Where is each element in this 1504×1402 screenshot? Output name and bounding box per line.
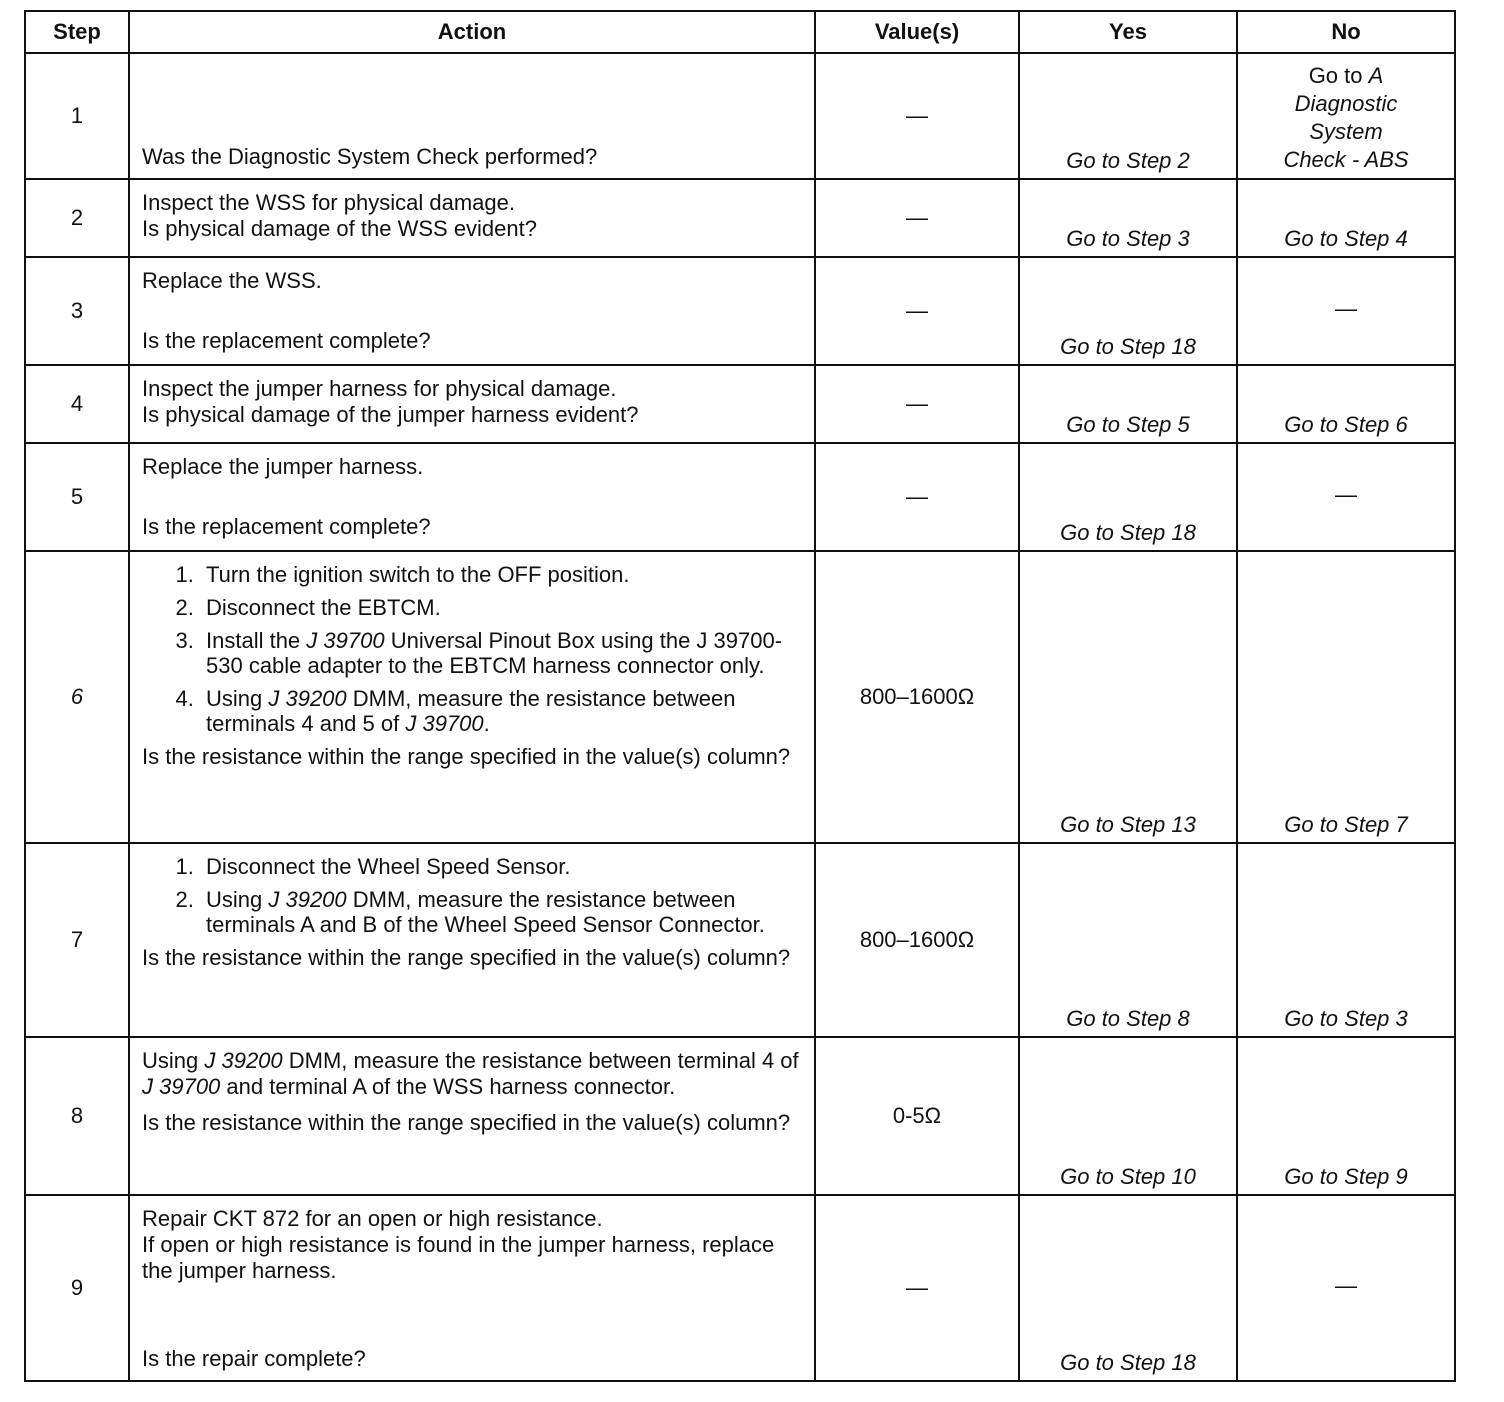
no-cell [1237, 53, 1455, 179]
yes-cell: Go to Step 10 [1019, 1037, 1237, 1195]
tool-reference: J 39700 [306, 628, 385, 653]
tool-reference: J 39700 [405, 711, 484, 736]
step-number: 8 [25, 1037, 129, 1195]
step-number: 2 [25, 179, 129, 257]
table-row [25, 257, 1455, 365]
table-row [25, 551, 1455, 843]
value-cell: — [815, 257, 1019, 365]
procedure-item: 2. Disconnect the EBTCM. [200, 595, 804, 620]
no-text: Go to [1308, 63, 1369, 88]
action-cell [129, 551, 815, 843]
procedure-text: DMM, measure the resistance between terminals 4 and 5 of [206, 686, 736, 736]
header-no: No [1237, 11, 1455, 53]
procedure-text: Install the [206, 628, 307, 653]
action-text-part: and terminal A of the WSS harness connector. [220, 1074, 676, 1099]
action-question: Was the Diagnostic System Check performed? [142, 144, 598, 169]
procedure-item [200, 628, 804, 678]
action-text: Repair CKT 872 for an open or high resistance. [142, 1206, 603, 1231]
action-question: Is the replacement complete? [142, 328, 431, 353]
step-number: 3 [25, 257, 129, 365]
action-text: Replace the jumper harness. [142, 454, 424, 479]
no-cell: — [1237, 1195, 1455, 1381]
action-text: Inspect the WSS for physical damage. [142, 190, 515, 215]
yes-cell: Go to Step 18 [1019, 257, 1237, 365]
action-cell [129, 53, 815, 179]
no-cell: Go to Step 7 [1237, 551, 1455, 843]
tool-reference: J 39700 [142, 1074, 221, 1099]
value-cell: 0-5Ω [815, 1037, 1019, 1195]
tool-reference: J 39200 [268, 686, 347, 711]
action-question: Is the resistance within the range specified in the value(s) column? [142, 1110, 791, 1135]
tool-reference: J 39200 [204, 1048, 283, 1073]
no-cell: — [1237, 443, 1455, 551]
no-cell: — [1237, 257, 1455, 365]
no-text: Check - ABS [1283, 147, 1409, 172]
step-number: 9 [25, 1195, 129, 1381]
procedure-item [200, 887, 804, 937]
table-row [25, 443, 1455, 551]
procedure-item [200, 686, 804, 736]
action-text-part: DMM, measure the resistance between terminal 4 of [282, 1048, 799, 1073]
yes-cell: Go to Step 5 [1019, 365, 1237, 443]
action-question: Is physical damage of the WSS evident? [142, 216, 537, 241]
tool-reference: J 39200 [268, 887, 347, 912]
yes-cell: Go to Step 18 [1019, 443, 1237, 551]
value-cell: — [815, 1195, 1019, 1381]
action-cell [129, 1037, 815, 1195]
action-cell [129, 1195, 815, 1381]
table-row [25, 365, 1455, 443]
yes-cell: Go to Step 3 [1019, 179, 1237, 257]
diagnostic-table [24, 10, 1456, 1382]
action-question: Is the repair complete? [142, 1346, 366, 1371]
yes-cell: Go to Step 18 [1019, 1195, 1237, 1381]
no-cell: Go to Step 3 [1237, 843, 1455, 1037]
procedure-text: Using [206, 887, 269, 912]
table-row [25, 53, 1455, 179]
action-cell [129, 179, 815, 257]
procedure-text: DMM, measure the resistance between terminals A and B of the Wheel Speed Sensor Connector. [206, 887, 765, 937]
no-cell: Go to Step 6 [1237, 365, 1455, 443]
action-question: Is physical damage of the jumper harness evident? [142, 402, 639, 427]
yes-cell: Go to Step 2 [1019, 53, 1237, 179]
value-cell: 800–1600Ω [815, 551, 1019, 843]
step-number: 7 [25, 843, 129, 1037]
step-number: 6 [25, 551, 129, 843]
no-text: Diagnostic [1294, 91, 1398, 116]
table-row [25, 1037, 1455, 1195]
value-cell: 800–1600Ω [815, 843, 1019, 1037]
value-cell: — [815, 179, 1019, 257]
procedure-list [142, 562, 804, 736]
action-text: Inspect the jumper harness for physical damage. [142, 376, 617, 401]
action-cell [129, 257, 815, 365]
header-row [25, 11, 1455, 53]
no-text: System [1309, 119, 1383, 144]
yes-cell: Go to Step 13 [1019, 551, 1237, 843]
procedure-list [142, 854, 804, 937]
value-cell: — [815, 53, 1019, 179]
yes-cell: Go to Step 8 [1019, 843, 1237, 1037]
action-text-part: Using [142, 1048, 205, 1073]
value-cell: — [815, 365, 1019, 443]
header-action: Action [129, 11, 815, 53]
step-number: 1 [25, 53, 129, 179]
action-question: Is the resistance within the range specified in the value(s) column? [142, 744, 791, 769]
action-cell [129, 843, 815, 1037]
header-step: Step [25, 11, 129, 53]
value-cell: — [815, 443, 1019, 551]
no-text-italic: A [1368, 63, 1384, 88]
procedure-item: 1. Disconnect the Wheel Speed Sensor. [200, 854, 804, 879]
action-text: Replace the WSS. [142, 268, 322, 293]
table-row [25, 1195, 1455, 1381]
procedure-text: . [483, 711, 490, 736]
no-cell: Go to Step 9 [1237, 1037, 1455, 1195]
action-cell [129, 443, 815, 551]
step-number: 4 [25, 365, 129, 443]
step-number: 5 [25, 443, 129, 551]
action-cell [129, 365, 815, 443]
procedure-text: Using [206, 686, 269, 711]
header-yes: Yes [1019, 11, 1237, 53]
action-text: If open or high resistance is found in the jumper harness, replace the jumper harness. [142, 1232, 775, 1283]
header-values: Value(s) [815, 11, 1019, 53]
procedure-item: 1. Turn the ignition switch to the OFF position. [200, 562, 804, 587]
procedure-text: Universal Pinout Box using the J 39700-530 cable adapter to the EBTCM harness connector only. [206, 628, 783, 678]
table-row [25, 179, 1455, 257]
table-row [25, 843, 1455, 1037]
action-question: Is the replacement complete? [142, 514, 431, 539]
action-question: Is the resistance within the range specified in the value(s) column? [142, 945, 791, 970]
no-cell: Go to Step 4 [1237, 179, 1455, 257]
action-text [142, 1048, 804, 1100]
